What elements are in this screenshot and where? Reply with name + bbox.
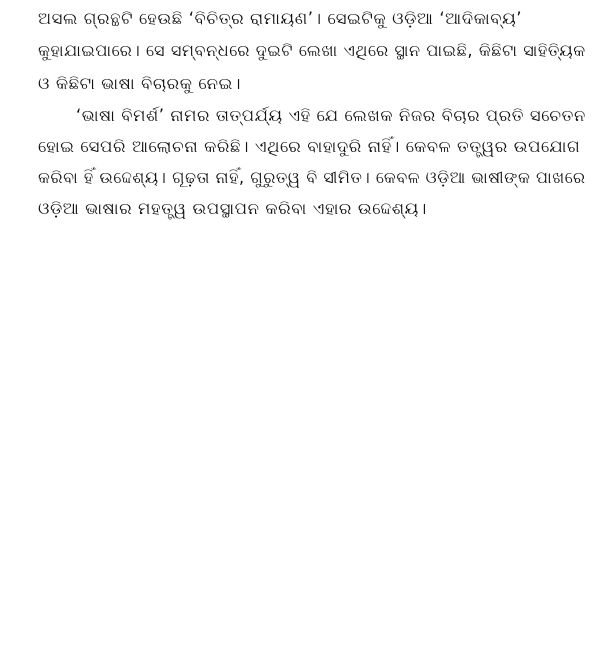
text-line: ହୋଇ ସେପରି ଆଲୋଚନା କରିଛି। ଏଥିରେ ବାହାଦୁରି ନାହିଁ। କେବଳ ତତ୍ତ୍ୱର ଉପଯୋଗ: [38, 137, 581, 156]
text-line: କରିବା ହିଁ ଉଦ୍ଦେଶ୍ୟ। ଗୂଢ଼ତା ନାହିଁ, ଗୁରୁତ୍ୱ ବି ସୀମିତ। କେବଳ ଓଡ଼ିଆ ଭାଷୀଙ୍କ ପାଖରେ: [38, 168, 586, 187]
text-line: ‘ଭାଷା ବିମର୍ଶ’ ନାମର ତାତ୍ପର୍ଯ୍ୟ ଏହି ଯେ ଲେଖକ ନିଜର ବିଚାର ପ୍ରତି ସଚେତନ: [76, 106, 586, 125]
text-line: କୁହାଯାଇପାରେ। ସେ ସମ୍ବନ୍ଧରେ ଦୁଇଟି ଲେଖା ଏଥିରେ ସ୍ଥାନ ପାଇଛି, କିଛିଟା ସାହିତ୍ୟିକ: [38, 41, 586, 60]
text-line: ଅସଲ ଗ୍ରନ୍ଥଟି ହେଉଛି ‘ବିଚିତ୍ର ରାମାୟଣ’। ସେଇଟିକୁ ଓଡ଼ିଆ ‘ଆଦିକାବ୍ୟ’: [38, 9, 523, 28]
text-line: ଓ କିଛିଟା ଭାଷା ବିଚାରକୁ ନେଇ।: [38, 74, 241, 93]
text-line: ଓଡ଼ିଆ ଭାଷାର ମହତ୍ତ୍ୱ ଉପସ୍ଥାପନ କରିବା ଏହାର ଉଦ୍ଦେଶ୍ୟ।: [38, 199, 427, 218]
